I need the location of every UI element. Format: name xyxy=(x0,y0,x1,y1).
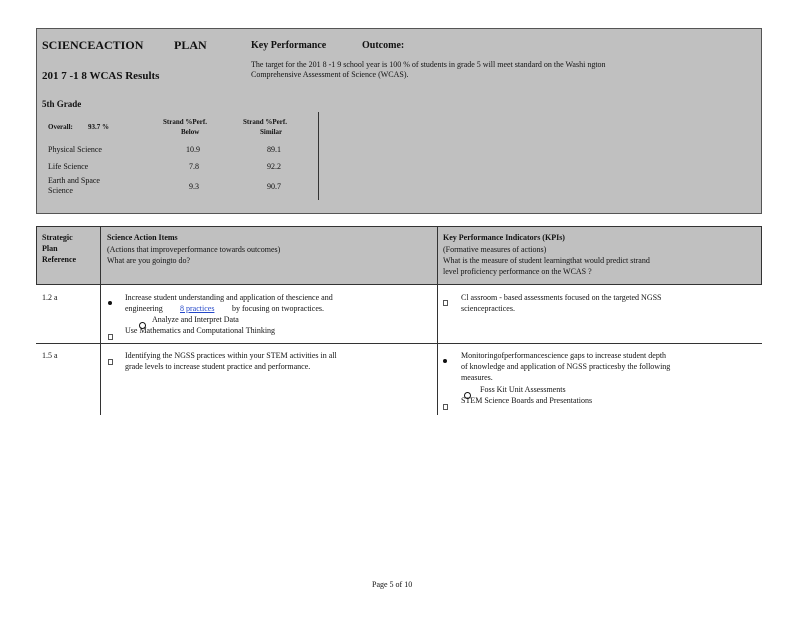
action-text: Use Mathematics and Computational Thinking xyxy=(125,326,276,335)
target-text-line1: The target for the 201 8 -1 9 school year is 100 % of students in grade 5 will meet standard on the Washi ngton xyxy=(251,60,606,69)
outcome-label: Outcome: xyxy=(362,40,405,51)
column-header-actions-question: What are you goingto do? xyxy=(107,256,191,265)
target-text-line2: Comprehensive Assessment of Science (WCAS). xyxy=(251,70,409,79)
strand-name-cont: Science xyxy=(48,186,73,195)
column-header-strategic: Strategic xyxy=(42,233,73,242)
kpi-text-cont: of knowledge and application of NGSS practicesby the following xyxy=(461,362,671,371)
plan-title-suffix: PLAN xyxy=(174,38,207,52)
action-text-suffix: by focusing on twopractices. xyxy=(232,304,324,313)
action-subitem: Analyze and Interpret Data xyxy=(152,315,239,324)
table-divider-2 xyxy=(437,226,438,415)
table-border-header xyxy=(36,284,762,285)
column-header-actions-desc: (Actions that improveperformance towards outcomes) xyxy=(107,245,281,254)
bullet-icon xyxy=(108,294,124,312)
strand-name: Earth and Space xyxy=(48,176,100,185)
table-divider-1 xyxy=(100,226,101,415)
checkbox-icon xyxy=(108,328,121,346)
overall-label: Overall: xyxy=(48,123,73,131)
similar-column-subheader: Similar xyxy=(260,128,283,136)
action-text-cont: grade levels to increase student practice and performance. xyxy=(125,362,311,371)
action-text: Identifying the NGSS practices within your STEM activities in all xyxy=(125,351,337,360)
ngss-practices-link[interactable]: 8 practices xyxy=(180,304,215,313)
kpi-text: Cl assroom - based assessments focused on the targeted NGSS xyxy=(461,293,662,302)
kpi-text: Monitoringofperformancescience gaps to increase student depth xyxy=(461,351,667,360)
strand-similar-value: 92.2 xyxy=(267,162,281,171)
action-text: Increase student understanding and application of thescience and xyxy=(125,293,333,302)
similar-column-header: Strand %Perf. xyxy=(243,118,287,126)
strand-name: Life Science xyxy=(48,162,89,171)
below-column-subheader: Below xyxy=(181,128,200,136)
table-border-top xyxy=(36,226,762,227)
results-heading: 201 7 -1 8 WCAS Results xyxy=(42,70,160,82)
kpi-text: STEM Science Boards and Presentations xyxy=(461,396,593,405)
strand-name: Physical Science xyxy=(48,145,102,154)
table-border-right xyxy=(761,226,762,284)
results-summary-panel xyxy=(36,28,762,214)
row-reference: 1.5 a xyxy=(42,351,58,360)
column-header-reference: Reference xyxy=(42,255,77,264)
strand-below-value: 7.8 xyxy=(189,162,199,171)
overall-value: 93.7 % xyxy=(88,123,109,131)
kpi-text-cont: measures. xyxy=(461,373,493,382)
bullet-icon xyxy=(443,352,459,370)
below-column-header: Strand %Perf. xyxy=(163,118,207,126)
summary-divider xyxy=(318,112,319,200)
strand-below-value: 10.9 xyxy=(186,145,200,154)
column-header-kpis-desc: (Formative measures of actions) xyxy=(443,245,547,254)
strand-similar-value: 89.1 xyxy=(267,145,281,154)
kpi-text-cont: sciencepractices. xyxy=(461,304,515,313)
column-header-kpis-question: What is the measure of student learningthat would predict strand xyxy=(443,256,650,265)
kpi-subitem: Foss Kit Unit Assessments xyxy=(480,385,566,394)
row-reference: 1.2 a xyxy=(42,293,58,302)
plan-title: SCIENCEACTION xyxy=(42,38,144,52)
grade-label: 5th Grade xyxy=(42,99,82,109)
checkbox-icon xyxy=(443,294,456,312)
column-header-kpis-question-cont: level proficiency performance on the WCAS ? xyxy=(443,267,592,276)
table-border-left xyxy=(36,226,37,284)
column-header-plan: Plan xyxy=(42,244,58,253)
table-border-row xyxy=(36,343,762,344)
column-header-actions: Science Action Items xyxy=(107,233,178,242)
strand-similar-value: 90.7 xyxy=(267,182,281,191)
strand-below-value: 9.3 xyxy=(189,182,199,191)
page-number: Page 5 of 10 xyxy=(372,580,413,589)
checkbox-icon xyxy=(108,353,121,371)
kpo-label: Key Performance xyxy=(251,40,327,51)
column-header-kpis: Key Performance Indicators (KPIs) xyxy=(443,233,565,242)
checkbox-icon xyxy=(443,398,456,416)
action-text-prefix: engineering xyxy=(125,304,163,313)
